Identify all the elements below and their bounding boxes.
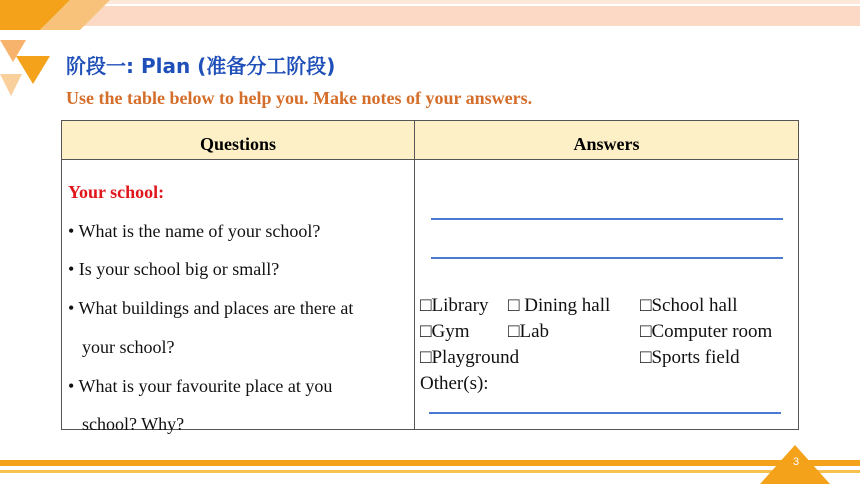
option-playground-checkbox[interactable]: □Playground bbox=[420, 347, 520, 368]
questions-column-header: Questions bbox=[199, 134, 277, 154]
option-gym-checkbox[interactable]: □Gym bbox=[420, 321, 470, 342]
table-header-row bbox=[62, 121, 798, 160]
option-dining-hall-checkbox[interactable]: □ Dining hall bbox=[508, 295, 611, 316]
answer-line-school-size[interactable] bbox=[431, 257, 783, 259]
answer-line-other[interactable] bbox=[429, 412, 781, 414]
bottom-accent-bar-thin bbox=[0, 470, 860, 473]
places-options bbox=[420, 293, 800, 397]
column-divider bbox=[414, 121, 415, 429]
answer-line-school-name[interactable] bbox=[431, 218, 783, 220]
answers-column-header: Answers bbox=[573, 134, 640, 154]
section-heading: Your school: bbox=[68, 182, 165, 202]
option-lab-checkbox[interactable]: □Lab bbox=[508, 321, 550, 342]
page-title: 阶段一: Plan (准备分工阶段) bbox=[66, 54, 336, 78]
question-item-continued: your school? bbox=[82, 336, 175, 357]
page-subtitle: Use the table below to help you. Make notes of your answers. bbox=[66, 88, 533, 108]
option-school-hall-checkbox[interactable]: □School hall bbox=[640, 295, 738, 316]
question-item-continued: school? Why? bbox=[82, 414, 185, 435]
question-item: • What is your favourite place at you bbox=[68, 375, 333, 396]
question-item: • What buildings and places are there at bbox=[68, 298, 354, 319]
options-row bbox=[420, 293, 800, 319]
option-computer-room-checkbox[interactable]: □Computer room bbox=[640, 321, 773, 342]
other-label: Other(s): bbox=[420, 373, 489, 394]
page-number: 3 bbox=[792, 456, 800, 468]
option-library-checkbox[interactable]: □Library bbox=[420, 295, 489, 316]
question-item: • Is your school big or small? bbox=[68, 259, 280, 280]
question-item: • What is the name of your school? bbox=[68, 220, 321, 241]
other-row bbox=[420, 371, 800, 397]
options-row bbox=[420, 345, 800, 371]
notes-table bbox=[61, 120, 799, 435]
option-sports-field-checkbox[interactable]: □Sports field bbox=[640, 347, 740, 368]
left-triangle-decoration bbox=[0, 34, 60, 104]
questions-cell bbox=[68, 173, 412, 444]
top-decoration-band bbox=[0, 0, 860, 34]
options-row bbox=[420, 319, 800, 345]
bottom-accent-bar bbox=[0, 460, 860, 466]
